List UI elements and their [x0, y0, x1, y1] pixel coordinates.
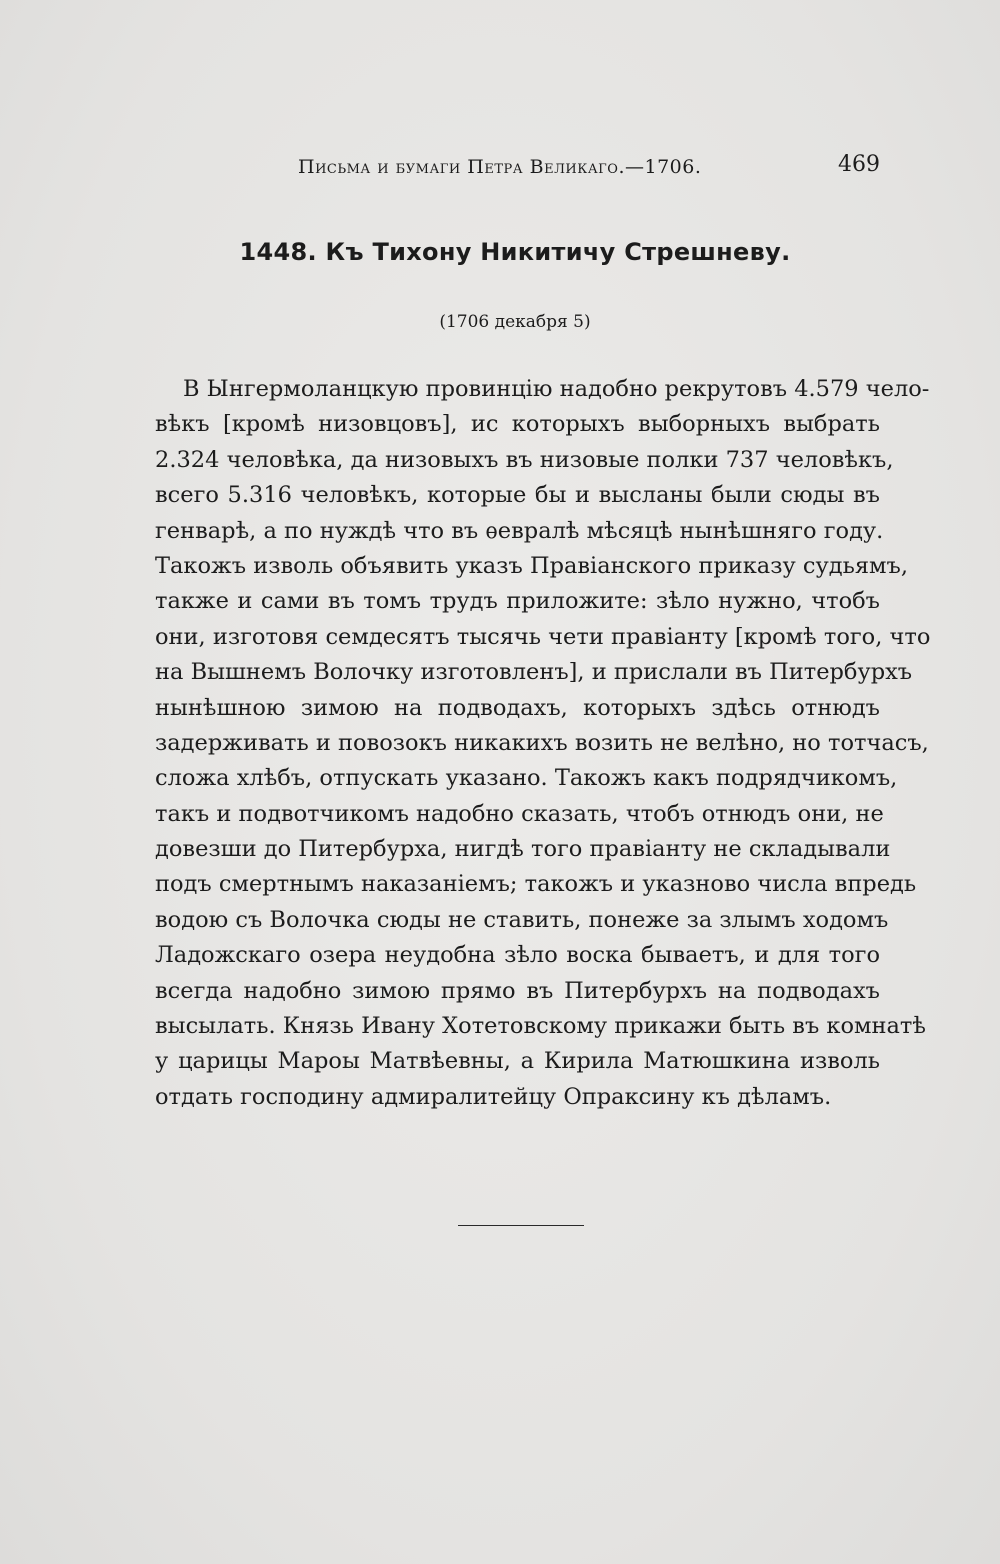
text-line: высылать. Князь Ивану Хотетовскому прикажи быть въ комнатѣ — [155, 1013, 926, 1040]
text-line: Такожъ изволь объявить указъ Правіанского приказу судьямъ, — [155, 552, 908, 579]
text-line: подъ смертнымъ наказаніемъ; такожъ и указново числа впредь — [155, 871, 917, 898]
text-line: В Ынгермоланцкую провинцію надобно рекрутовъ 4.579 чело- — [183, 376, 930, 402]
section-end-rule — [458, 1225, 584, 1226]
page-number: 469 — [838, 152, 880, 177]
text-line: генварѣ, а по нуждѣ что въ ѳевралѣ мѣсяцѣ нынѣшняго году. — [155, 517, 884, 544]
text-line: 2.324 человѣка, да низовыхъ въ низовые полки 737 человѣкъ, — [155, 446, 894, 473]
text-line: отдать господину адмиралитейцу Опраксину къ дѣламъ. — [155, 1083, 832, 1110]
document-title: 1448. Къ Тихону Никитичу Стрешневу. — [239, 238, 791, 266]
running-title: Письма и бумаги Петра Великаго.—1706. — [298, 156, 702, 178]
text-line: всегда надобно зимою прямо въ Питербурхъ на подводахъ — [155, 977, 880, 1004]
text-line: у царицы Мароы Матвѣевны, а Кирила Матюшкина изволь — [155, 1048, 880, 1075]
text-line: вѣкъ [кромѣ низовцовъ], ис которыхъ выборныхъ выбрать — [155, 411, 880, 438]
document-date: (1706 декабря 5) — [439, 312, 591, 332]
text-line: на Вышнемъ Волочку изготовленъ], и прислали въ Питербурхъ — [155, 659, 913, 686]
text-line: довезши до Питербурха, нигдѣ того правіанту не складывали — [155, 836, 891, 863]
text-line: задерживать и повозокъ никакихъ возить не велѣно, но тотчасъ, — [155, 729, 929, 756]
text-line: нынѣшною зимою на подводахъ, которыхъ здѣсь отнюдъ — [155, 694, 880, 721]
text-line: также и сами въ томъ трудъ приложите: зѣло нужно, чтобъ — [155, 588, 880, 615]
text-line: Ладожскаго озера неудобна зѣло воска бываетъ, и для того — [155, 942, 880, 969]
text-line: сложа хлѣбъ, отпускать указано. Такожъ какъ подрядчикомъ, — [155, 765, 898, 792]
text-line: такъ и подвотчикомъ надобно сказать, чтобъ отнюдъ они, не — [155, 800, 884, 827]
running-header — [150, 150, 880, 190]
text-line: водою съ Волочка сюды не ставить, понеже за злымъ ходомъ — [155, 906, 889, 933]
letter-body — [155, 372, 931, 1115]
text-line: всего 5.316 человѣкъ, которые бы и высланы были сюды въ — [155, 482, 880, 509]
text-line: они, изготовя семдесятъ тысячь чети правіанту [кромѣ того, что — [155, 623, 931, 650]
